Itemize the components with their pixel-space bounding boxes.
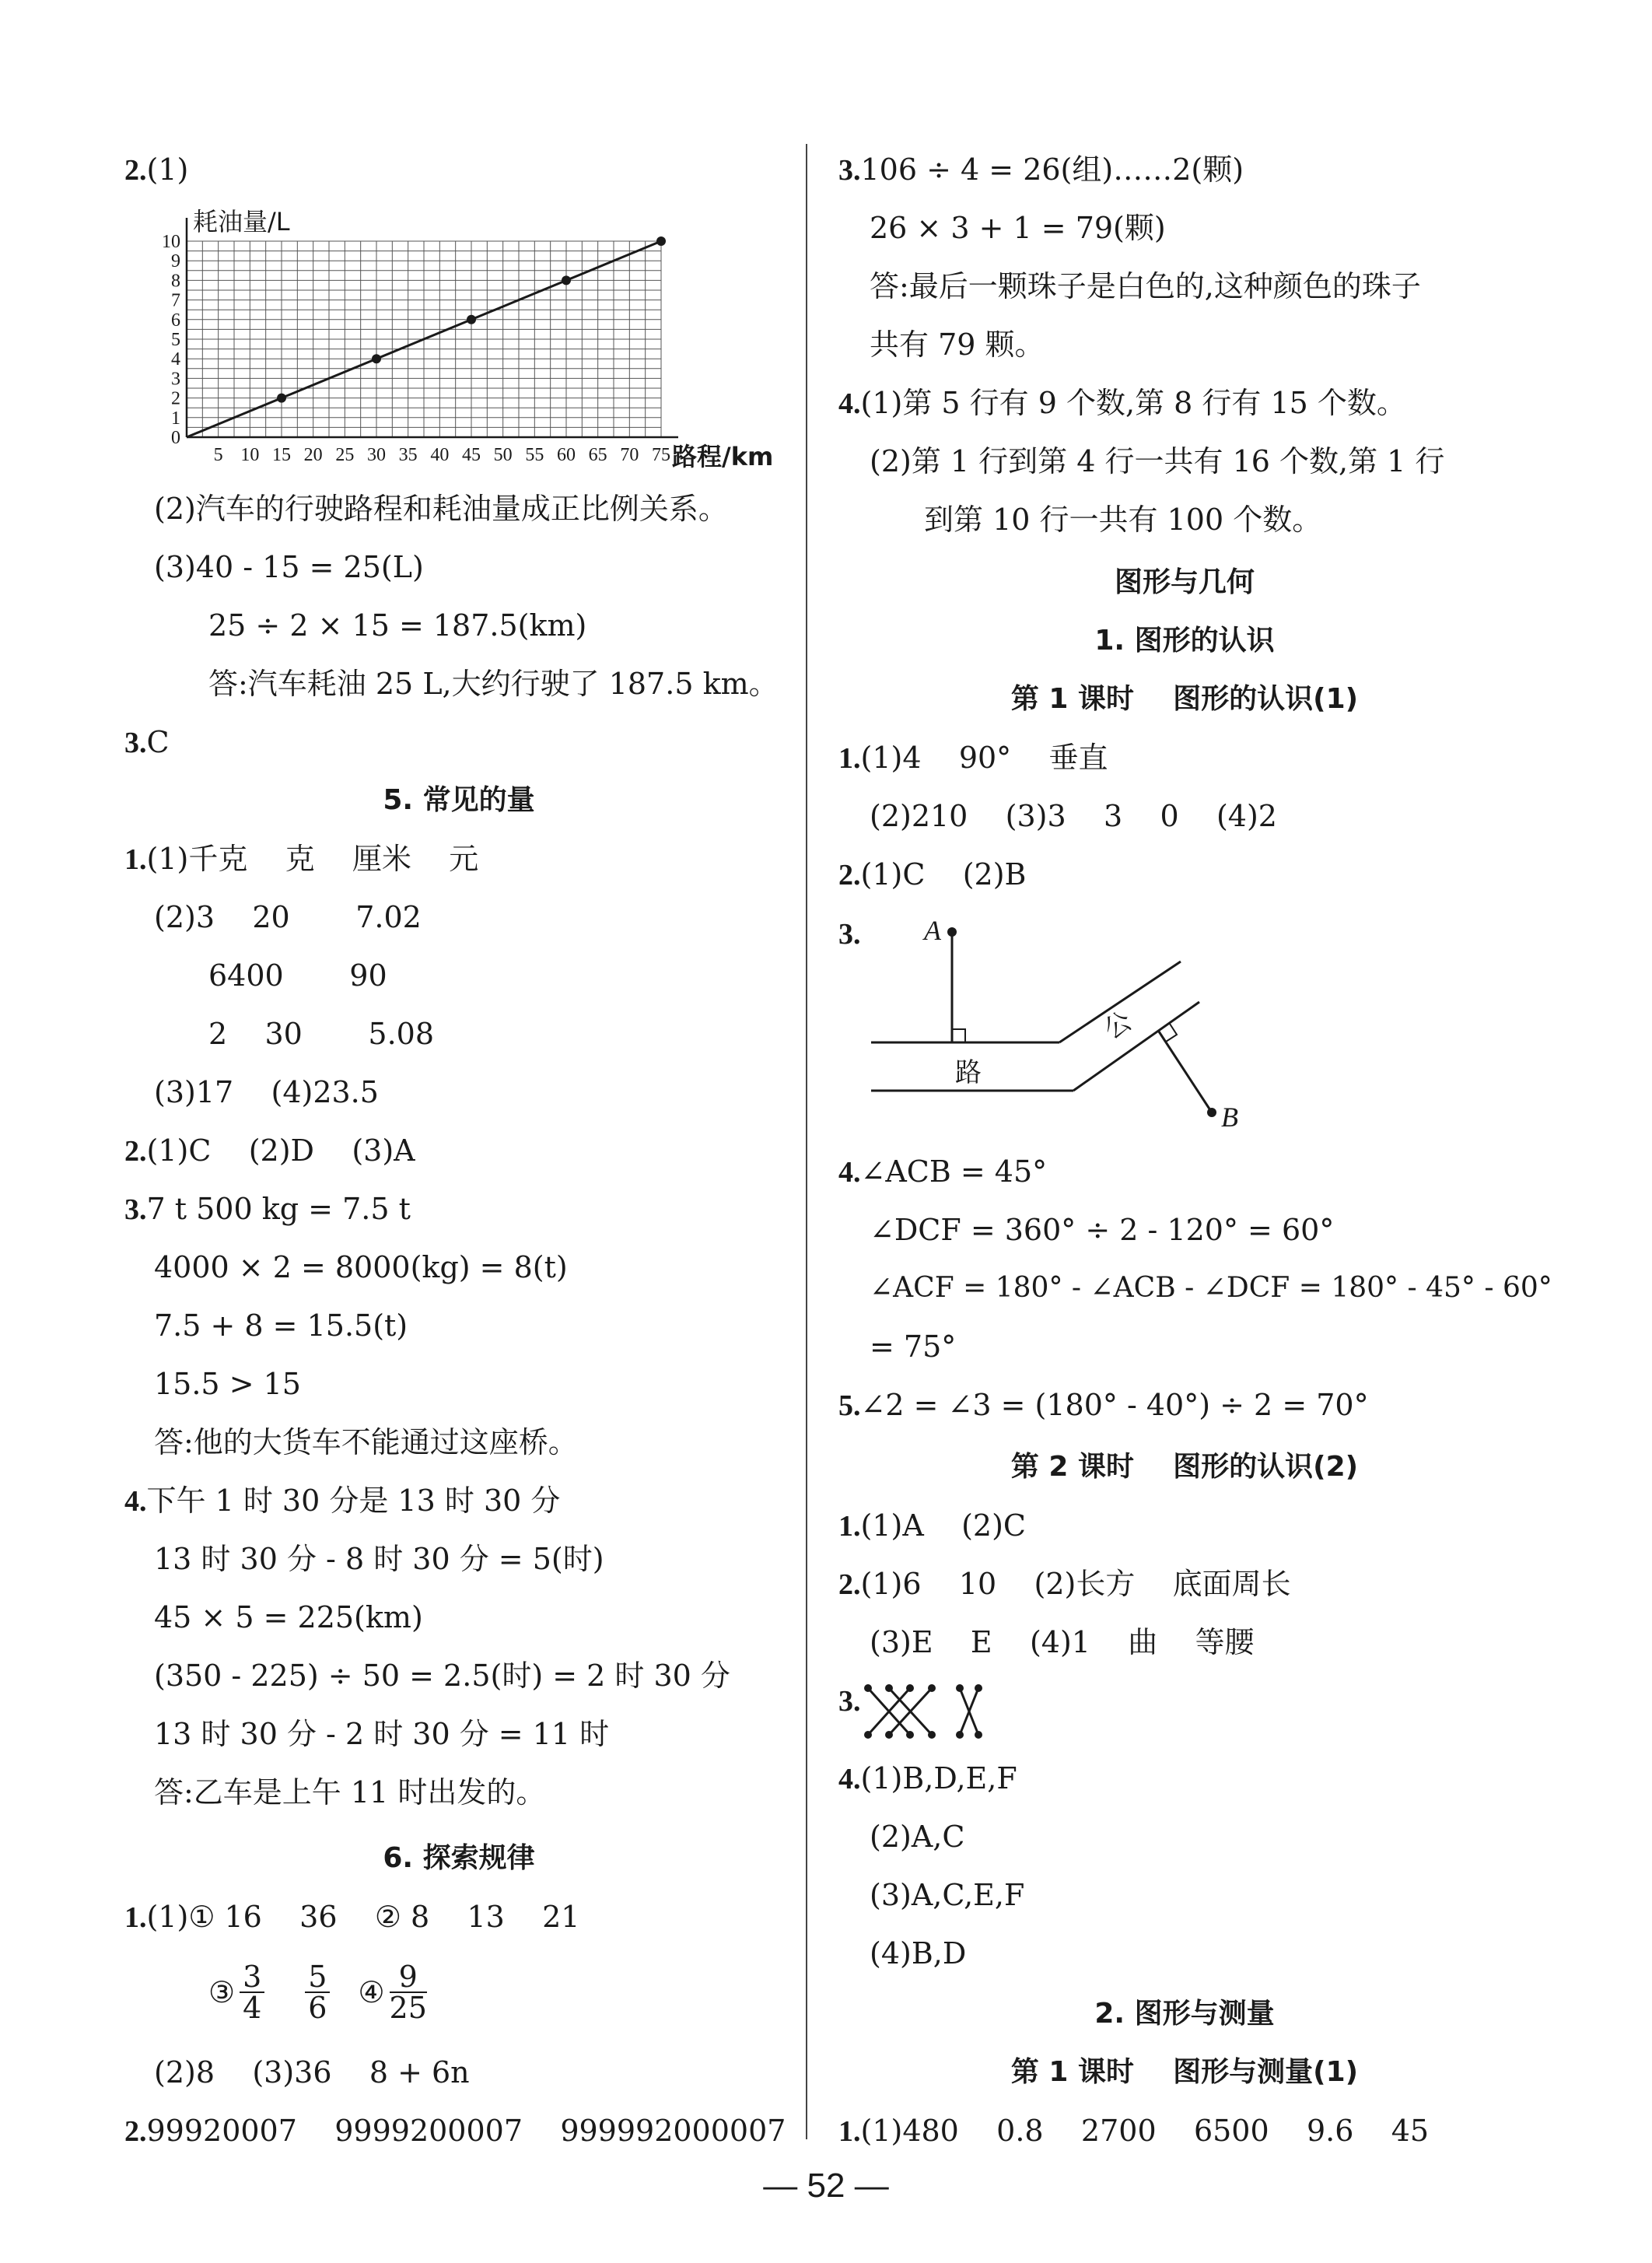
g1q5-label: 5. [838, 1389, 861, 1422]
s6q1-b: (2)8 (3)36 8 + 6n [154, 2055, 470, 2090]
x-tick-label: 70 [620, 445, 639, 465]
g1q4-c: ∠ACF = 180° - ∠ACB - ∠DCF = 180° - 45° - 60° [870, 1272, 1552, 1304]
lesson2-title: 第 2 课时 图形的认识(2) [1010, 1451, 1359, 1483]
circle-3: ③ [208, 1975, 236, 2009]
geometry-sub1-title: 1. 图形的认识 [1094, 625, 1275, 657]
fraction-numerator: 5 [305, 1962, 330, 1993]
data-point [562, 275, 571, 285]
g1q2-label: 2. [838, 859, 861, 892]
s6q2-text: 99920007 9999200007 999992000007 [146, 2114, 786, 2148]
road-label-gong: 公 [1098, 1005, 1138, 1046]
perpendicular-B [1159, 1032, 1212, 1112]
q2-line [124, 152, 188, 187]
s6q1-line [124, 1900, 579, 1934]
s6q2-line [124, 2114, 786, 2148]
geometry-title: 图形与几何 [1114, 566, 1255, 598]
g1q2-text: (1)C (2)B [860, 857, 1027, 892]
r4-a: (1)第 5 行有 9 个数,第 8 行有 15 个数。 [860, 386, 1406, 420]
x-tick-label: 45 [462, 445, 481, 465]
x-tick-label: 35 [398, 445, 418, 465]
matching-lines-figure [862, 1680, 994, 1743]
s5q3-label: 3. [124, 1193, 147, 1226]
x-tick-label: 65 [588, 445, 607, 465]
s5q3-d: 15.5 > 15 [154, 1367, 301, 1401]
section5-title: 5. 常见的量 [383, 784, 535, 816]
s5q4-label: 4. [124, 1485, 147, 1518]
g1q4-b: ∠DCF = 360° ÷ 2 - 120° = 60° [870, 1213, 1335, 1247]
g2q3-line [838, 1683, 861, 1718]
road-perpendicular-figure [863, 909, 1283, 1150]
y-tick-label: 4 [171, 349, 180, 370]
x-tick-label: 40 [430, 445, 450, 465]
r3-a: 106 ÷ 4 = 26(组)……2(颗) [860, 152, 1244, 187]
s5q2-text: (1)C (2)D (3)A [146, 1133, 415, 1168]
r4-b: (2)第 1 行到第 4 行一共有 16 个数,第 1 行 [870, 444, 1445, 478]
y-tick-label: 3 [171, 369, 180, 390]
x-tick-label: 15 [272, 445, 291, 465]
g1q1-label: 1. [838, 742, 861, 775]
q2-sub3a: (3)40 - 15 = 25(L) [154, 550, 424, 584]
g3q1-line [838, 2114, 1429, 2148]
g2q4-d: (4)B,D [870, 1936, 967, 1970]
s5q1-d: 2 30 5.08 [208, 1017, 435, 1051]
g2q4-a: (1)B,D,E,F [860, 1761, 1017, 1795]
r3-b: 26 × 3 + 1 = 79(颗) [870, 211, 1166, 245]
g1q1-line [838, 741, 1108, 775]
s6q1-label: 1. [124, 1901, 147, 1934]
r4-c: 到第 10 行一共有 100 个数。 [924, 503, 1322, 537]
y-tick-label: 0 [171, 428, 180, 448]
lesson3-title: 第 1 课时 图形与测量(1) [1010, 2056, 1359, 2088]
r4-label: 4. [838, 387, 861, 420]
x-tick-label: 25 [335, 445, 355, 465]
g2q2-b: (3)E E (4)1 曲 等腰 [870, 1625, 1255, 1659]
fraction-denominator: 6 [308, 1991, 327, 2025]
q3-line [124, 725, 170, 759]
g2q2-line [838, 1567, 1291, 1601]
g1q5-line [838, 1388, 1369, 1422]
fraction-numerator: 3 [240, 1962, 264, 1993]
y-tick-label: 6 [171, 310, 180, 331]
s5q1-line [124, 842, 478, 876]
g2q1-text: (1)A (2)C [860, 1508, 1026, 1543]
y-tick-label: 10 [162, 232, 180, 252]
s5q4-f: 答:乙车是上午 11 时出发的。 [154, 1775, 546, 1809]
x-tick-label: 55 [525, 445, 544, 465]
g1q3-label: 3. [838, 918, 861, 951]
right-angle-mark-A [952, 1029, 965, 1042]
s5q3-e: 答:他的大货车不能通过这座桥。 [154, 1425, 578, 1459]
g2q3-label: 3. [838, 1685, 861, 1718]
g2q2-a: (1)6 10 (2)长方 底面周长 [860, 1567, 1291, 1601]
q2-sub3c: 答:汽车耗油 25 L,大约行驶了 187.5 km。 [208, 667, 779, 701]
g1q4-label: 4. [838, 1156, 861, 1189]
label-B: B [1221, 1102, 1238, 1133]
lesson1-title: 第 1 课时 图形的认识(1) [1010, 683, 1359, 715]
point-A [947, 927, 957, 937]
q3-label: 3. [124, 727, 147, 759]
s6q2-label: 2. [124, 2115, 147, 2148]
s5q4-a: 下午 1 时 30 分是 13 时 30 分 [146, 1484, 561, 1518]
s5q1-c: 6400 90 [208, 958, 387, 993]
g3q1-text: (1)480 0.8 2700 6500 9.6 45 [860, 2114, 1430, 2148]
y-tick-label: 8 [171, 271, 180, 292]
y-tick-label: 1 [171, 408, 180, 429]
fraction-9-25 [390, 1962, 427, 2023]
x-tick-label: 75 [652, 445, 670, 465]
g2q4-line [838, 1761, 1017, 1795]
label-A: A [924, 915, 941, 946]
right-angle-mark-B [1166, 1024, 1177, 1042]
fraction-numerator: 9 [390, 1962, 427, 1993]
q2-label: 2. [124, 154, 147, 187]
x-tick-label: 5 [213, 445, 223, 465]
g2q4-label: 4. [838, 1763, 861, 1795]
y-tick-label: 2 [171, 388, 180, 409]
y-tick-label: 9 [171, 251, 180, 272]
r3-d: 共有 79 颗。 [870, 328, 1045, 362]
q2-sub3b: 25 ÷ 2 × 15 = 187.5(km) [208, 608, 587, 643]
geometry-sub2-title: 2. 图形与测量 [1094, 1998, 1275, 2030]
q3-text: C [146, 725, 170, 759]
fraction-5-6 [305, 1962, 330, 2023]
s5q4-c: 45 × 5 = 225(km) [154, 1600, 423, 1634]
g2q1-label: 1. [838, 1510, 861, 1543]
column-divider [806, 144, 807, 2139]
circle-4: ④ [358, 1975, 385, 2009]
g1q4-line [838, 1154, 1047, 1189]
fuel-distance-chart [148, 204, 793, 468]
q2-sub2: (2)汽车的行驶路程和耗油量成正比例关系。 [154, 492, 728, 526]
x-tick-label: 50 [493, 445, 513, 465]
g1q1-a: (1)4 90° 垂直 [860, 741, 1108, 775]
fraction-denominator: 4 [243, 1991, 262, 2025]
s5q1-e: (3)17 (4)23.5 [154, 1075, 379, 1109]
g1q4-a: ∠ACB = 45° [860, 1154, 1048, 1189]
s5q3-b: 4000 × 2 = 8000(kg) = 8(t) [154, 1250, 568, 1284]
g2q4-b: (2)A,C [870, 1820, 965, 1854]
x-tick-label: 10 [240, 445, 260, 465]
fraction-denominator: 25 [389, 1991, 427, 2025]
s5q2-line [124, 1133, 415, 1168]
y-axis-label: 耗油量/L [193, 207, 290, 236]
g1q2-line [838, 857, 1026, 892]
data-point [372, 354, 381, 363]
g1q4-d: = 75° [870, 1329, 957, 1364]
s5q3-a: 7 t 500 kg = 7.5 t [146, 1192, 411, 1226]
g3q1-label: 1. [838, 2115, 861, 2148]
data-point [467, 315, 476, 324]
data-point [277, 394, 286, 403]
r3-line [838, 152, 1244, 187]
g1q1-b: (2)210 (3)3 3 0 (4)2 [870, 799, 1277, 833]
s5q2-label: 2. [124, 1135, 147, 1168]
y-tick-label: 5 [171, 330, 180, 350]
r3-c: 答:最后一颗珠子是白色的,这种颜色的珠子 [870, 269, 1421, 303]
g2q4-c: (3)A,C,E,F [870, 1878, 1025, 1912]
s5q4-line [124, 1484, 560, 1518]
r4-line [838, 386, 1406, 420]
x-axis-label: 路程/km [672, 442, 774, 468]
s5q1-b: (2)3 20 7.02 [154, 900, 422, 934]
s5q4-d: (350 - 225) ÷ 50 = 2.5(时) = 2 时 30 分 [154, 1659, 730, 1693]
s6q1-fractions [208, 1959, 432, 2026]
g1q3-line [838, 916, 861, 951]
r3-label: 3. [838, 154, 861, 187]
y-tick-label: 7 [171, 290, 180, 311]
s5q3-line [124, 1192, 411, 1226]
x-tick-label: 30 [367, 445, 386, 465]
point-B [1207, 1108, 1216, 1117]
s6q1-a: (1)① 16 36 ② 8 13 21 [146, 1900, 580, 1934]
s5q3-c: 7.5 + 8 = 15.5(t) [154, 1308, 408, 1343]
fraction-3-4 [240, 1962, 264, 2023]
g1q5-text: ∠2 = ∠3 = (180° - 40°) ÷ 2 = 70° [860, 1388, 1369, 1422]
q2-sub1: (1) [146, 152, 189, 187]
data-point [656, 236, 666, 246]
road-edge-bottom-diag [1073, 1002, 1199, 1091]
road-label-lu: 路 [955, 1057, 982, 1088]
s5q1-a: (1)千克 克 厘米 元 [146, 842, 479, 876]
section6-title: 6. 探索规律 [383, 1842, 535, 1874]
g2q2-label: 2. [838, 1568, 861, 1601]
g2q1-line [838, 1508, 1026, 1543]
x-tick-label: 60 [557, 445, 576, 465]
page-number: — 52 — [763, 2167, 889, 2205]
s5q4-b: 13 时 30 分 - 8 时 30 分 = 5(时) [154, 1542, 604, 1576]
s5q4-e: 13 时 30 分 - 2 时 30 分 = 11 时 [154, 1717, 610, 1751]
s5q1-label: 1. [124, 843, 147, 876]
x-tick-label: 20 [303, 445, 323, 465]
